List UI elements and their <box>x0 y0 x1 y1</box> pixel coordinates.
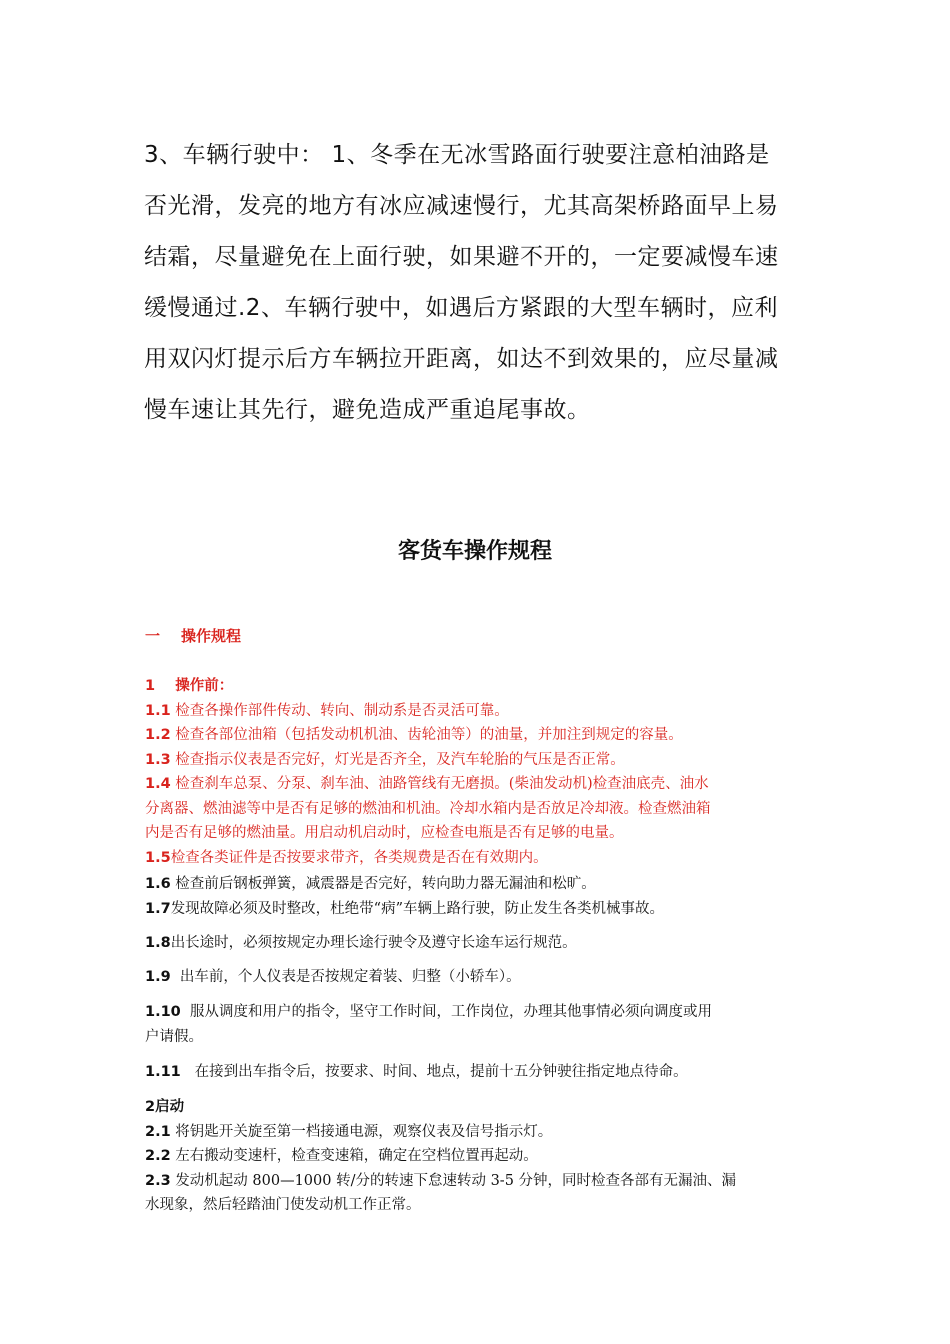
list-item: 1.11 在接到出车指令后，按要求、时间、地点，提前十五分钟驶往指定地点待命。 <box>145 1064 688 1080</box>
list-item: 1.5检查各类证件是否按要求带齐，各类规费是否在有效期内。 <box>145 849 548 866</box>
list-item: 1.3 检查指示仪表是否完好，灯光是否齐全，及汽车轮胎的气压是否正常。 <box>145 751 625 768</box>
list-item-continuation: 户请假。 <box>145 1028 203 1045</box>
list-item-continuation: 分离器、燃油滤等中是否有足够的燃油和机油。冷却水箱内是否放足冷却液。检查燃油箱 <box>145 800 711 817</box>
section-heading <box>145 625 241 646</box>
list-item-continuation: 内是否有足够的燃油量。用启动机启动时，应检查电瓶是否有足够的电量。 <box>145 825 624 841</box>
section-number: 一 <box>145 627 161 645</box>
list-item: 1.10 服从调度和用户的指令，坚守工作时间，工作岗位，办理其他事情必须向调度或用 户请假。 <box>145 1000 815 1049</box>
document-title: 客货车操作规程 <box>397 539 552 564</box>
intro-paragraph <box>144 130 808 436</box>
list-item: 1.4 检查刹车总泵、分泵、刹车油、油路管线有无磨损。(柴油发动机)检查油底壳、油水 <box>145 776 709 792</box>
list-item: 2.1 将钥匙开关旋至第一档接通电源，观察仪表及信号指示灯。 <box>145 1123 553 1140</box>
list-item: 2.2 左右搬动变速杆，检查变速箱，确定在空档位置再起动。 <box>145 1148 538 1164</box>
intro-line: 否光滑，发亮的地方有冰应减速慢行，尤其高架桥路面早上易 <box>144 193 779 219</box>
list-item: 1.2 检查各部位油箱（包括发动机机油、齿轮油等）的油量，并加注到规定的容量。 <box>145 727 683 743</box>
subsection-heading: 1 操作前： <box>145 678 234 694</box>
list-item-continuation: 水现象，然后轻踏油门使发动机工作正常。 <box>145 1197 421 1213</box>
intro-line: 缓慢通过.2、车辆行驶中，如遇后方紧跟的大型车辆时，应利 <box>144 295 778 321</box>
intro-line: 慢车速让其先行，避免造成严重追尾事故。 <box>144 397 591 423</box>
section-label: 操作规程 <box>181 627 242 645</box>
list-item: 1.1 检查各操作部件传动、转向、制动系是否灵活可靠。 <box>145 702 509 719</box>
intro-line: 3、车辆行驶中： 1、冬季在无冰雪路面行驶要注意柏油路是 <box>144 142 770 168</box>
intro-line: 用双闪灯提示后方车辆拉开距离，如达不到效果的，应尽量减 <box>144 346 779 372</box>
list-item: 1.6 检查前后钢板弹簧，减震器是否完好，转向助力器无漏油和松旷。 <box>145 876 596 892</box>
list-item: 1.9 出车前，个人仪表是否按规定着装、归整（小轿车）。 <box>145 969 521 985</box>
subsection-heading: 2启动 <box>145 1099 185 1115</box>
intro-line: 结霜，尽量避免在上面行驶，如果避不开的，一定要减慢车速 <box>144 244 779 270</box>
list-item: 1.7发现故障必须及时整改，杜绝带“病”车辆上路行驶，防止发生各类机械事故。 <box>145 900 665 917</box>
before-operation-block-black <box>145 872 815 921</box>
before-operation-block <box>145 674 815 870</box>
start-block <box>145 1095 815 1218</box>
list-item: 1.8出长途时，必须按规定办理长途行驶令及遵守长途车运行规范。 <box>145 935 577 951</box>
list-item: 2.3 发动机起动 800—1000 转/分的转速下怠速转动 3-5 分钟，同时检查各部有无漏油、漏 <box>145 1172 737 1189</box>
